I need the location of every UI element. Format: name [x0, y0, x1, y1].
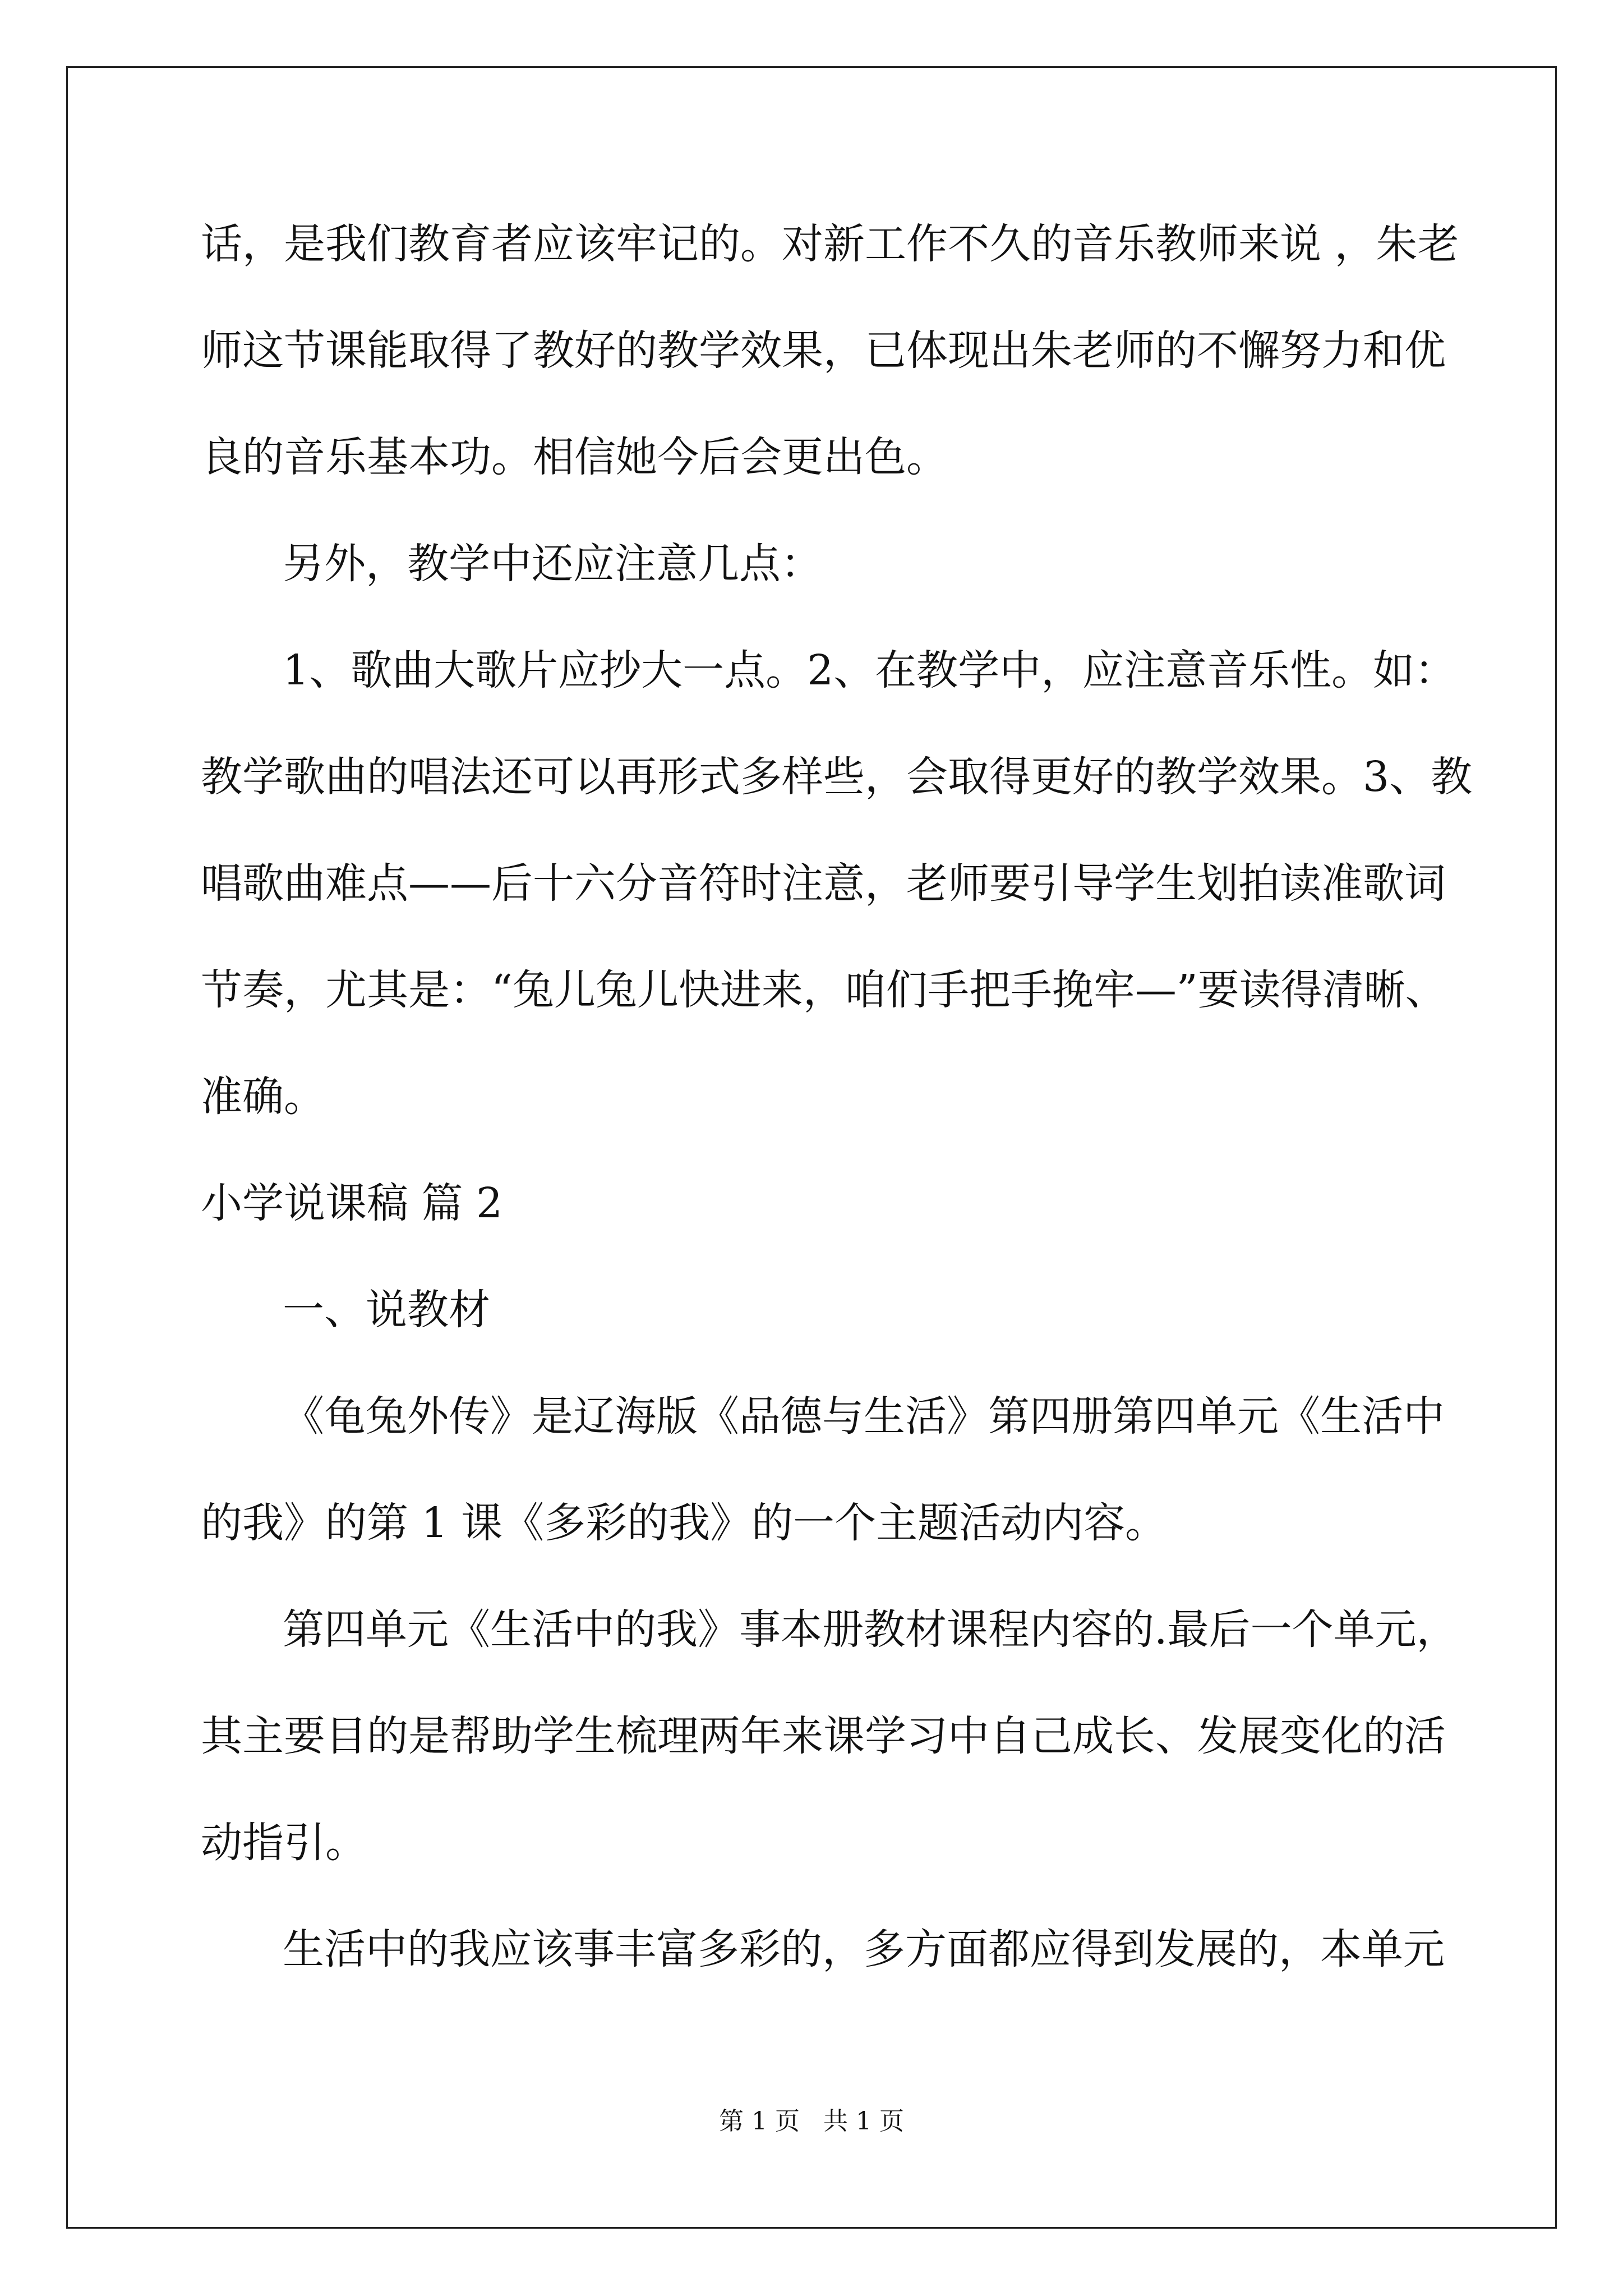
text-line: 的我》的第 1 课《多彩的我》的一个主题活动内容。 — [201, 1499, 1167, 1547]
text-line: 唱歌曲难点——后十六分音符时注意，老师要引导学生划拍读准歌词 — [201, 859, 1446, 908]
text-line: 准确。 — [201, 1073, 325, 1121]
page-number-footer: 第 1 页 共 1 页 — [719, 2107, 904, 2136]
text-line: 师这节课能取得了教好的教学效果，已体现出朱老师的不懈努力和优 — [201, 326, 1446, 375]
text-line: 生活中的我应该事丰富多彩的，多方面都应得到发展的，本单元 — [283, 1925, 1445, 1973]
text-line: 教学歌曲的唱法还可以再形式多样些，会取得更好的教学效果。3、教 — [201, 753, 1473, 801]
text-line: 话，是我们教育者应该牢记的。对新工作不久的音乐教师来说 ，朱老 — [201, 220, 1459, 268]
section-heading: 小学说课稿 篇 2 — [201, 1179, 503, 1227]
text-line: 动指引。 — [201, 1819, 367, 1867]
text-line: 另外，教学中还应注意几点： — [283, 540, 822, 588]
text-line: 1、歌曲大歌片应抄大一点。2、在教学中，应注意音乐性。如： — [283, 646, 1456, 694]
text-line: 良的音乐基本功。相信她今后会更出色。 — [201, 433, 948, 481]
text-line: 第四单元《生活中的我》事本册教材课程内容的.最后一个单元， — [283, 1605, 1458, 1654]
page-border — [66, 66, 1557, 2229]
subsection-heading: 一、说教材 — [283, 1286, 490, 1334]
text-line: 《龟兔外传》是辽海版《品德与生活》第四册第四单元《生活中 — [283, 1392, 1445, 1441]
text-line: 其主要目的是帮助学生梳理两年来课学习中自己成长、发展变化的活 — [201, 1712, 1446, 1760]
text-line: 节奏，尤其是：“兔儿兔儿快进来，咱们手把手挽牢—”要读得清晰、 — [201, 966, 1447, 1014]
